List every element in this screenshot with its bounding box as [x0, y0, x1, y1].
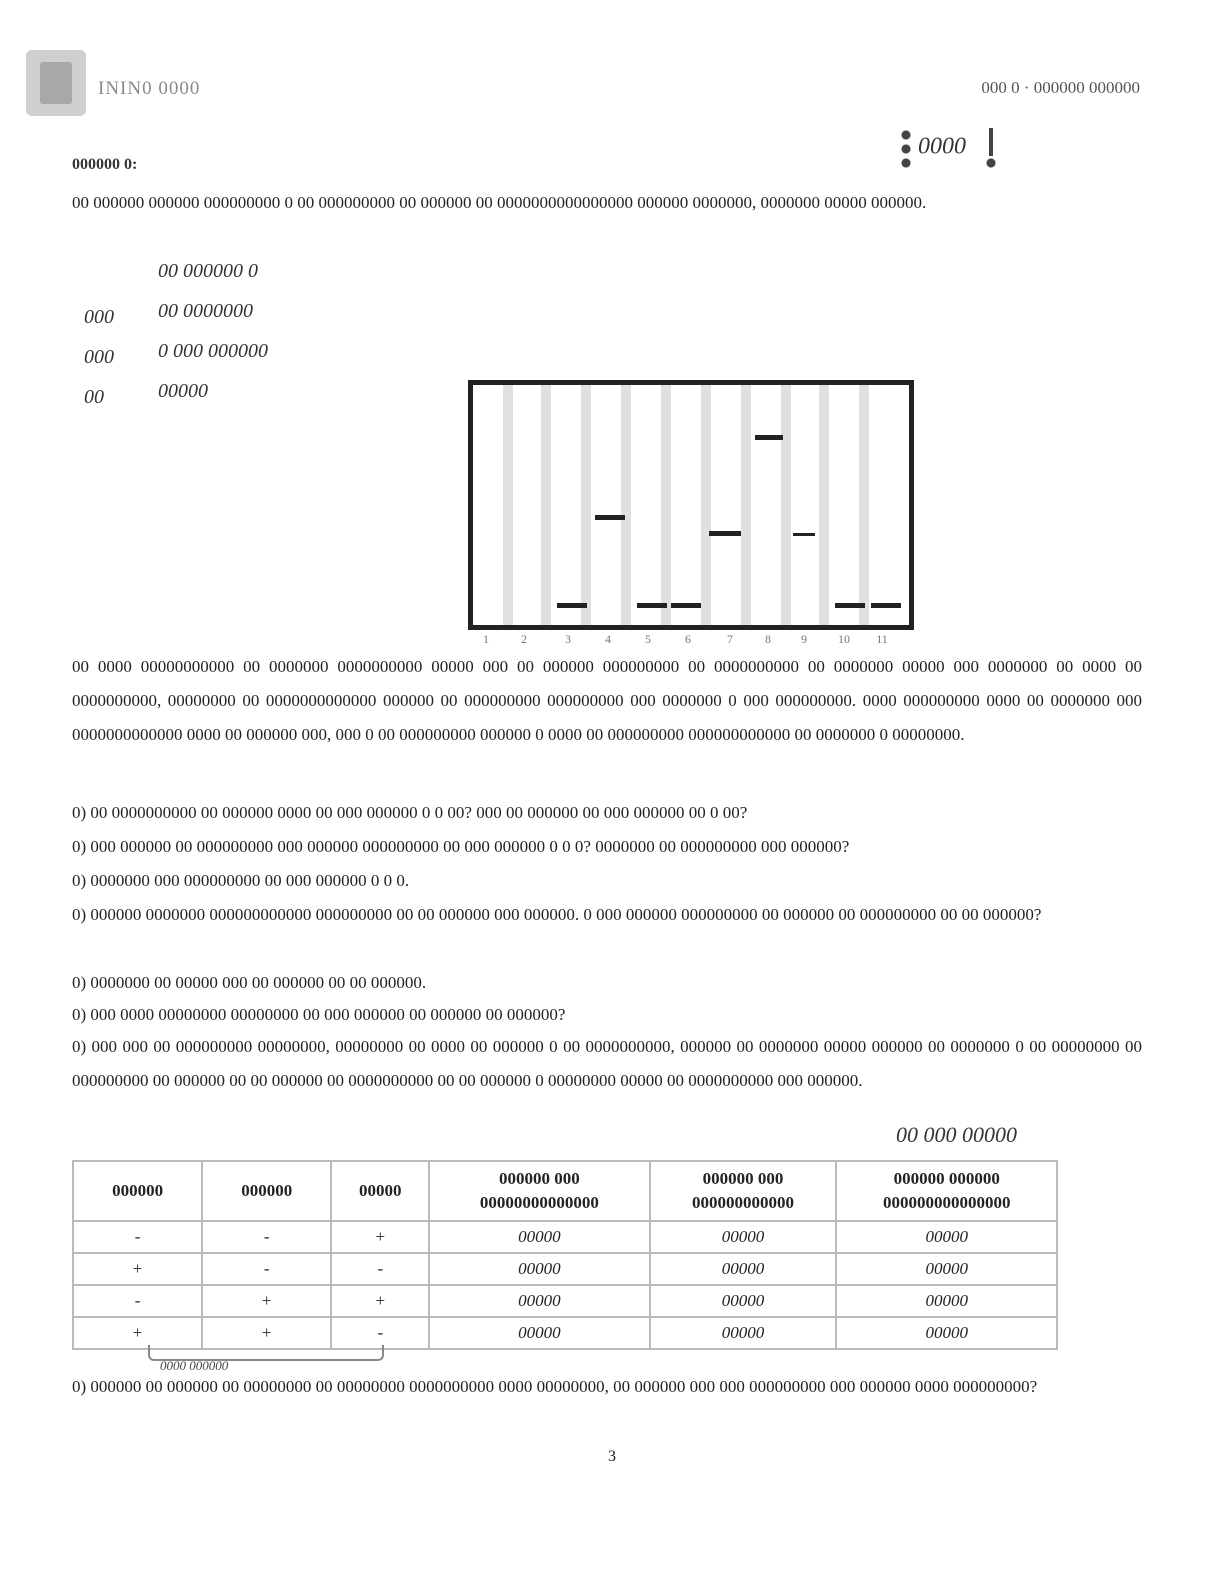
table-row: [73, 1285, 1057, 1317]
handwritten-note-row: [84, 256, 364, 296]
question-item: 0) 0000000 00 00000 000 00 000000 00 00 000000.: [72, 973, 427, 992]
gel-lane: [541, 385, 551, 625]
header-line: 000000: [112, 1181, 164, 1200]
question-item: 0) 00 0000000000 00 000000 0000 00 000 000000 0 0 00? 000 00 000000 00 000 000000 00 0 00?: [72, 803, 748, 822]
table-row: [73, 1221, 1057, 1253]
table-header: [650, 1161, 837, 1221]
table-cell: 00000: [836, 1221, 1057, 1253]
document-header-title: 000 0 · 000000 000000: [981, 78, 1140, 97]
gel-band: [671, 603, 701, 608]
gel-lane: [859, 385, 869, 625]
question-item: 0) 000 0000 00000000 00000000 00 000 000000 00 000000 00 000000?: [72, 1005, 566, 1024]
table-cell: 00000: [836, 1285, 1057, 1317]
handwritten-note-lead: 000: [84, 346, 114, 368]
table-cell: -: [73, 1221, 202, 1253]
lane-label: 10: [838, 632, 850, 646]
exercise-title: 000000 0:: [72, 156, 138, 173]
table-cell: -: [331, 1253, 429, 1285]
header-line: 000000000000000: [882, 1193, 1011, 1212]
handwritten-top-note: [900, 128, 996, 168]
lane-label: 3: [565, 632, 571, 646]
table-cell: -: [202, 1253, 331, 1285]
handwritten-note-text: 00 0000000: [158, 300, 253, 322]
lane-label: 1: [483, 632, 489, 646]
question-item: 0) 000 000000 00 000000000 000 000000 000000000 00 000 000000 0 0 0? 0000000 00 000000000 000 000000?: [72, 837, 850, 856]
page-number: 3: [608, 1448, 616, 1465]
header-line: 000000: [241, 1181, 293, 1200]
table-cell: +: [202, 1317, 331, 1349]
handwritten-top-text: 0000: [918, 133, 966, 160]
gel-band: [793, 533, 815, 536]
gel-lane: [621, 385, 631, 625]
gel-lane: [781, 385, 791, 625]
gel-lane: [819, 385, 829, 625]
table-row: [73, 1253, 1057, 1285]
lane-label: 8: [765, 632, 771, 646]
gel-band: [595, 515, 625, 520]
table-header: [429, 1161, 649, 1221]
handwritten-margin-note: 00 000 00000: [896, 1122, 1017, 1147]
header-line: 000000 000: [702, 1169, 784, 1188]
gel-lane: [741, 385, 751, 625]
question-item: 0) 000000 0000000 000000000000 000000000 00 00 000000 000 000000. 0 000 000000 000000000 00 000000 00 000000000 00 00 000000?: [72, 905, 1042, 924]
handwritten-notes: [84, 256, 364, 416]
lane-label: 6: [685, 632, 691, 646]
header-line: 000000 000000: [893, 1169, 1000, 1188]
exclamation-mark-icon: [986, 128, 996, 168]
table-cell: +: [331, 1285, 429, 1317]
lane-label: 4: [605, 632, 611, 646]
table-header: [73, 1161, 202, 1221]
gel-lane: [581, 385, 591, 625]
table-cell: +: [73, 1317, 202, 1349]
gel-lanes: [503, 385, 869, 625]
final-question: 0) 000000 00 000000 00 00000000 00 00000000 0000000000 0000 00000000, 00 000000 000 000 000000000 000 000000 0000 000000000?: [72, 1377, 1038, 1396]
table-cell: -: [202, 1221, 331, 1253]
table-cell: +: [202, 1285, 331, 1317]
colon-mark-icon: [900, 128, 912, 168]
gel-lane: [503, 385, 513, 625]
table-cell: 00000: [650, 1253, 837, 1285]
table-cell: 00000: [429, 1221, 649, 1253]
header-line: 000000 000: [499, 1169, 580, 1188]
question-item: 0) 000 000 00 000000000 00000000, 00000000 00 0000 00 000000 0 00 0000000000, 000000 00 0000000 00000 000000 00 0000000 0 00 00000000 00 000000000 00 000000 00 00 000000 00 0000000000 00 00 000000 0 00000000 00000 00 0000000000 000 000000.: [72, 1037, 1142, 1090]
logo-emblem-icon: [26, 50, 86, 116]
table-cell: 00000: [429, 1253, 649, 1285]
gel-band: [755, 435, 783, 440]
table-cell: 00000: [836, 1253, 1057, 1285]
handwritten-note-row: [84, 336, 364, 376]
bracket-note: 0000 000000: [160, 1358, 229, 1373]
gel-svg: [473, 385, 909, 625]
gel-figure: [468, 380, 914, 630]
handwritten-note-lead: 000: [84, 306, 114, 328]
table-header-row: [73, 1161, 1057, 1221]
table-header: [836, 1161, 1057, 1221]
handwritten-note-row: [84, 376, 364, 416]
table-cell: 00000: [836, 1317, 1057, 1349]
table-cell: 00000: [650, 1317, 837, 1349]
handwritten-note-text: 00 000000 0: [158, 260, 258, 282]
table-cell: 00000: [650, 1285, 837, 1317]
table-header: [202, 1161, 331, 1221]
table-cell: -: [73, 1285, 202, 1317]
lane-label: 9: [801, 632, 807, 646]
intro-paragraph: 00 000000 000000 000000000 0 00 000000000 00 000000 00 0000000000000000 000000 0000000, 0000000 00000 000000.: [72, 193, 927, 212]
handwritten-note-text: 0 000 000000: [158, 340, 268, 362]
gel-lane: [701, 385, 711, 625]
table-cell: -: [331, 1317, 429, 1349]
gel-band: [709, 531, 741, 536]
table-cell: 00000: [650, 1221, 837, 1253]
handwritten-note-row: [84, 296, 364, 336]
handwritten-note-lead: 00: [84, 386, 104, 408]
gel-lane: [661, 385, 671, 625]
lane-label: 2: [521, 632, 527, 646]
table-cell: 00000: [429, 1317, 649, 1349]
table-cell: +: [73, 1253, 202, 1285]
lane-label: 7: [727, 632, 733, 646]
table-header: [331, 1161, 429, 1221]
gel-band: [637, 603, 667, 608]
gel-band: [835, 603, 865, 608]
gel-band: [557, 603, 587, 608]
logo-text: ININ0 0000: [98, 78, 201, 99]
header-line: 00000000000000: [479, 1193, 599, 1212]
description-paragraph: 00 0000 00000000000 00 0000000 0000000000 00000 000 00 000000 000000000 00 0000000000 00 0000000 00000 000 0000000 00 0000 00 0000000000, 00000000 00 0000000000000 000000 00 000000000 000000000 000 0000000 0 000 000000000. 0000 000000000 0000 00 0000000 000 0000000000000 0000 00 000000 000, 000 0 00 000000000 000000 0 0000 00 000000000 000000000000 00 0000000 0 00000000.: [72, 657, 1142, 744]
gel-lane-labels: [468, 632, 914, 648]
university-logo: [26, 50, 226, 120]
handwritten-note-text: 00000: [158, 380, 208, 402]
results-table: [72, 1160, 1058, 1350]
header-line: 000000000000: [691, 1193, 794, 1212]
lane-label: 5: [645, 632, 651, 646]
lane-label: 11: [876, 632, 888, 646]
table-cell: 00000: [429, 1285, 649, 1317]
header-line: 00000: [359, 1181, 402, 1200]
table-cell: +: [331, 1221, 429, 1253]
gel-bands: [557, 435, 901, 608]
question-item: 0) 0000000 000 000000000 00 000 000000 0 0 0.: [72, 871, 410, 890]
gel-band: [871, 603, 901, 608]
